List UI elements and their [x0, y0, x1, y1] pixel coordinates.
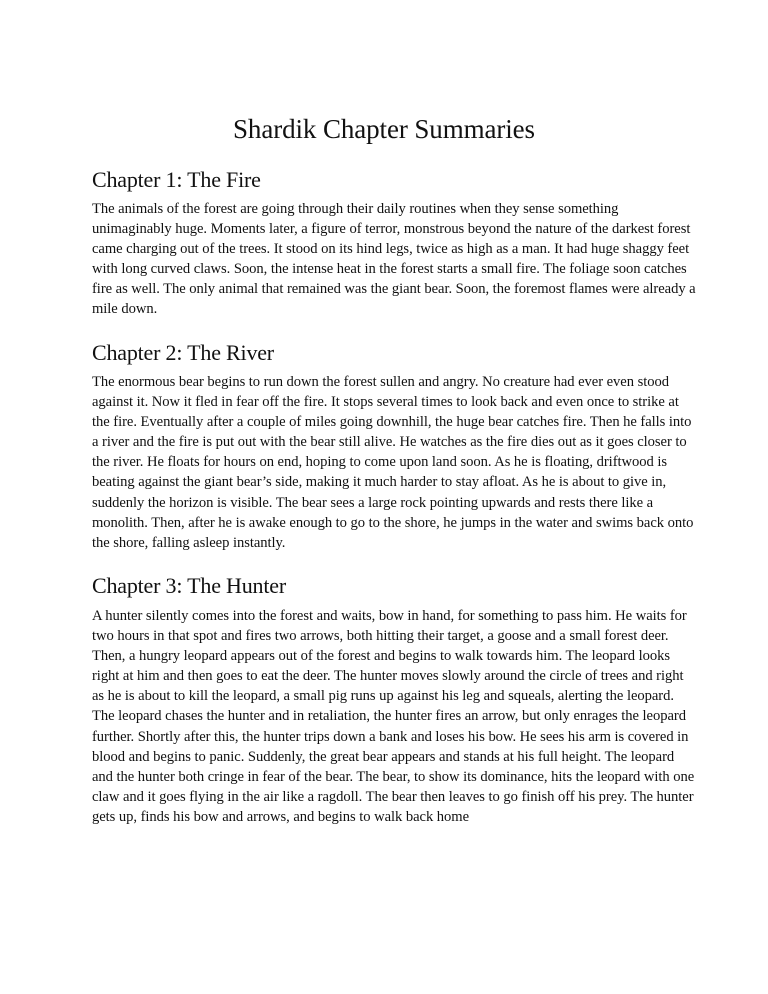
chapter-1-heading: Chapter 1: The Fire [92, 167, 261, 192]
document-title: Shardik Chapter Summaries [233, 114, 535, 144]
chapter-2-heading: Chapter 2: The River [92, 340, 274, 365]
chapter-3-heading: Chapter 3: The Hunter [92, 573, 286, 598]
chapter-1-summary: The animals of the forest are going through their daily routines when they sense something unimaginably huge. Moments later, a figure of terror, monstrous beyond the nature of the darkest forest came charging out of the trees. It stood on its hind legs, twice as high as a man. It had huge shaggy feet with long curved claws. Soon, the intense heat in the forest starts a small fire. The foliage soon catches fire as well. The only animal that remained was the giant bear. Soon, the foremost flames were already a mile down. [92, 201, 696, 318]
chapter-3-summary: A hunter silently comes into the forest and waits, bow in hand, for something to pass him. He waits for two hours in that spot and fires two arrows, both hitting their target, a goose and a small forest deer. Then, a hungry leopard appears out of the forest and begins to walk towards him. The leopard looks right at him and then goes to eat the deer. The hunter moves slowly around the circle of trees and right as he is about to kill the leopard, a small pig runs up against his leg and squeals, alerting the leopard. The leopard chases the hunter and in retaliation, the hunter fires an arrow, but only enrages the leopard further. Shortly after this, the hunter trips down a bank and loses his bow. He sees his arm is covered in blood and begins to panic. Suddenly, the great bear appears and stands at his full height. The leopard and the hunter both cringe in fear of the bear. The bear, to show its dominance, hits the leopard with one claw and it goes flying in the air like a ragdoll. The bear then leaves to go finish off his prey. The hunter gets up, finds his bow and arrows, and begins to walk back home [92, 608, 695, 825]
chapter-2-summary: The enormous bear begins to run down the forest sullen and angry. No creature had ever even stood against it. Now it fled in fear off the fire. It stops several times to look back and even once to strike at the fire. Eventually after a couple of miles going downhill, the huge bear catches fire. Then he falls into a river and the fire is put out with the bear still alive. He watches as the fire dies out as it goes closer to the river. He floats for hours on end, hoping to come upon land soon. As he is floating, driftwood is beating against the giant bear’s side, making it much harder to stay afloat. As he is about to give in, suddenly the horizon is visible. The bear sees a large rock pointing upwards and rests there like a monolith. Then, after he is awake enough to go to the shore, he jumps in the water and swims back onto the shore, falling asleep instantly. [92, 374, 694, 551]
